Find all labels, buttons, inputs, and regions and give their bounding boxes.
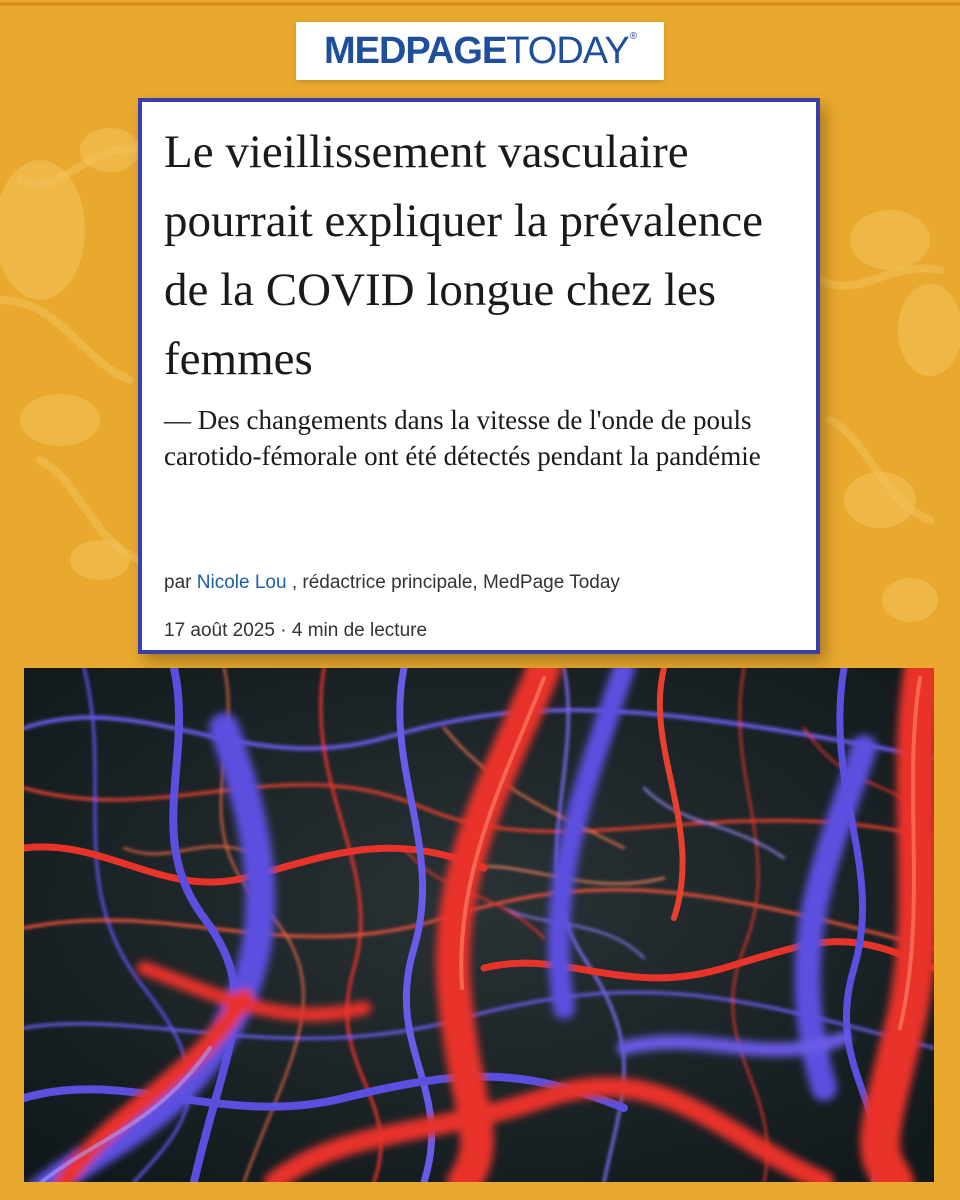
medpage-logo[interactable] bbox=[296, 22, 664, 80]
byline bbox=[164, 572, 804, 594]
publish-date: 17 août 2025 bbox=[164, 620, 275, 641]
logo-part-today: TODAY bbox=[506, 30, 629, 72]
author-link[interactable]: Nicole Lou bbox=[196, 572, 287, 593]
meta-separator: · bbox=[280, 620, 287, 641]
article-subhead: — Des changements dans la vitesse de l'onde de pouls carotido-fémorale ont été détectés pendant la pandémie bbox=[164, 405, 761, 471]
read-time: 4 min de lecture bbox=[291, 620, 428, 641]
vessels-illustration bbox=[24, 668, 934, 1182]
article-card bbox=[138, 98, 820, 654]
byline-role: , rédactrice principale, MedPage Today bbox=[291, 572, 620, 593]
byline-prefix: par bbox=[164, 572, 192, 593]
logo-part-medpage: MEDPAGE bbox=[323, 30, 507, 72]
article-meta bbox=[164, 620, 804, 642]
logo-registered-mark: ® bbox=[629, 31, 637, 42]
blood-vessels-image bbox=[24, 668, 934, 1182]
article-headline: Le vieillissement vasculaire pourrait expliquer la prévalence de la COVID longue chez les femmes bbox=[164, 126, 763, 385]
